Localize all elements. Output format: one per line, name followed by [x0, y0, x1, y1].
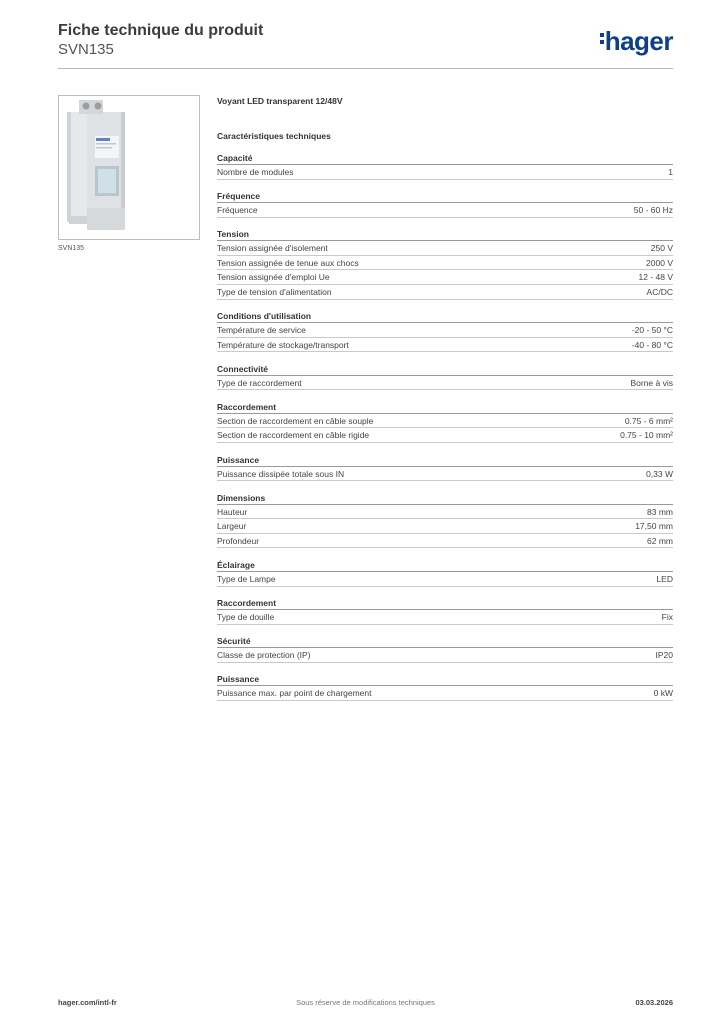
logo-dots-icon	[600, 30, 604, 47]
spec-content	[217, 95, 673, 711]
product-image	[59, 96, 199, 239]
spec-label: Type de douille	[217, 612, 275, 622]
spec-row	[217, 376, 673, 391]
spec-group-title: Raccordement	[217, 597, 673, 610]
spec-value: 2000 V	[646, 257, 673, 268]
spec-group	[217, 310, 673, 352]
spec-group-title: Connectivité	[217, 363, 673, 376]
spec-row	[217, 241, 673, 256]
spec-group-title: Éclairage	[217, 559, 673, 572]
spec-row	[217, 505, 673, 520]
footer-notice: Sous réserve de modifications techniques	[296, 998, 435, 1007]
spec-label: Température de service	[217, 325, 306, 336]
spec-label: Fréquence	[217, 205, 258, 216]
spec-label: Section de raccordement en câble rigide	[217, 430, 370, 441]
spec-label: Type de tension d'alimentation	[217, 286, 332, 297]
spec-label: Tension assignée d'emploi Ue	[217, 272, 330, 283]
spec-value: 50 - 60 Hz	[633, 205, 673, 216]
spec-group	[217, 401, 673, 443]
tech-heading: Caractéristiques techniques	[217, 131, 331, 141]
page-header	[58, 21, 673, 69]
spec-label: Tension assignée de tenue aux chocs	[217, 257, 359, 268]
spec-row	[217, 285, 673, 300]
spec-value: 83 mm	[647, 506, 673, 517]
spec-value: -40 - 80 °C	[631, 339, 673, 350]
spec-label: Profondeur	[217, 535, 260, 546]
spec-row	[217, 414, 673, 429]
spec-value: -20 - 50 °C	[631, 325, 673, 336]
spec-value: 12 - 48 V	[638, 272, 673, 283]
spec-value: 0.75 - 10 mm²	[620, 430, 673, 441]
spec-value: 1	[668, 167, 673, 177]
image-caption: SVN135	[58, 245, 85, 252]
spec-row	[217, 610, 673, 625]
spec-label: Température de stockage/transport	[217, 339, 349, 350]
spec-group	[217, 363, 673, 391]
page-footer	[58, 998, 673, 1012]
spec-row	[217, 338, 673, 353]
spec-value: IP20	[655, 650, 673, 661]
header-divider	[58, 68, 673, 69]
spec-row	[217, 648, 673, 663]
spec-group	[217, 635, 673, 663]
spec-group	[217, 559, 673, 587]
spec-label: Type de Lampe	[217, 573, 276, 584]
product-name: Voyant LED transparent 12/48V	[217, 96, 343, 106]
spec-row	[217, 270, 673, 285]
spec-value: 0 kW	[653, 688, 673, 699]
spec-group-title: Capacité	[217, 152, 673, 165]
spec-group	[217, 492, 673, 549]
spec-label: Classe de protection (IP)	[217, 650, 311, 661]
logo-text: hager	[604, 26, 673, 56]
spec-groups	[217, 152, 673, 701]
spec-row	[217, 519, 673, 534]
spec-row	[217, 203, 673, 218]
spec-row	[217, 572, 673, 587]
spec-label: Puissance dissipée totale sous IN	[217, 468, 345, 479]
spec-value: 17,50 mm	[635, 521, 673, 532]
spec-group	[217, 454, 673, 482]
spec-group	[217, 673, 673, 701]
spec-label: Puissance max. par point de chargement	[217, 688, 372, 699]
spec-row	[217, 428, 673, 443]
product-image-frame	[58, 95, 200, 240]
spec-label: Type de raccordement	[217, 377, 302, 388]
spec-group-title: Conditions d'utilisation	[217, 310, 673, 323]
spec-group-title: Puissance	[217, 454, 673, 467]
spec-label: Hauteur	[217, 506, 248, 517]
spec-value: Fix	[661, 612, 673, 622]
spec-group-title: Tension	[217, 228, 673, 241]
spec-value: AC/DC	[646, 286, 673, 297]
spec-row	[217, 534, 673, 549]
spec-group	[217, 228, 673, 299]
spec-value: 250 V	[650, 243, 673, 254]
spec-label: Section de raccordement en câble souple	[217, 415, 374, 426]
spec-value: 0,33 W	[646, 468, 673, 479]
footer-website: hager.com/intl-fr	[58, 998, 117, 1007]
spec-row	[217, 165, 673, 180]
product-reference: SVN135	[58, 41, 114, 58]
spec-group	[217, 190, 673, 218]
spec-row	[217, 323, 673, 338]
spec-group-title: Puissance	[217, 673, 673, 686]
spec-label: Nombre de modules	[217, 167, 294, 177]
spec-group	[217, 597, 673, 625]
spec-row	[217, 467, 673, 482]
spec-row	[217, 686, 673, 701]
spec-value: 62 mm	[647, 535, 673, 546]
spec-group	[217, 152, 673, 180]
spec-group-title: Dimensions	[217, 492, 673, 505]
spec-row	[217, 256, 673, 271]
spec-group-title: Fréquence	[217, 190, 673, 203]
spec-value: 0.75 - 6 mm²	[624, 415, 673, 426]
spec-label: Tension assignée d'isolement	[217, 243, 328, 254]
spec-value: Borne à vis	[630, 377, 673, 388]
document-title: Fiche technique du produit	[58, 22, 264, 39]
hager-logo	[600, 26, 673, 57]
footer-date: 03.03.2026	[635, 998, 673, 1007]
spec-group-title: Raccordement	[217, 401, 673, 414]
spec-group-title: Sécurité	[217, 635, 673, 648]
spec-value: LED	[656, 573, 673, 584]
spec-label: Largeur	[217, 521, 247, 532]
